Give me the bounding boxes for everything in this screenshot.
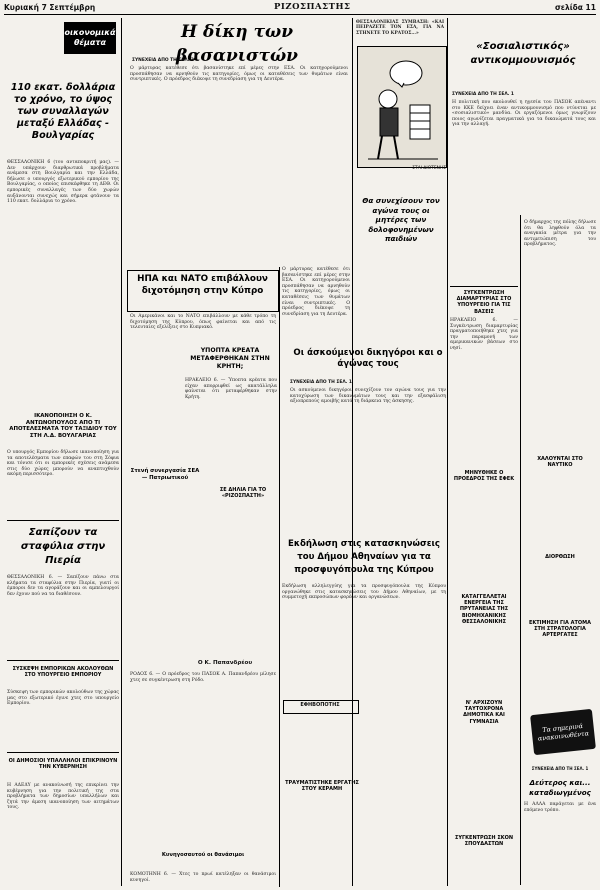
industrial-headline: ΚΑΤΑΓΓΕΛΛΕΤΑΙ ΕΝΕΡΓΕΙΑ ΤΗΣ ΠΡΥΤΑΝΕΙΑΣ ΤΗΣ ΒΙΟΜΗΧΑΝΙΚΗΣ ΘΕΣΣΑΛΟΝΙΚΗΣ	[459, 594, 509, 625]
civil-servants-text: Η ΑΔΕΔΥ με ανακοίνωσή της επικρίνει την κυβέρνηση για την πολιτική της στα προβλήματα των δημοσίων υπαλλήλων και ζητά την άμεση ικανοποίηση των αιτημάτων τους.	[7, 783, 119, 811]
sub-title: ΕΦΗΒΟΠΟΤΗΣ	[300, 702, 340, 708]
antonopoulos-text: Ο υπουργός Εμπορίου δήλωσε ικανοποίηση για τα αποτελέσματα των επαφών του στη Σόφια και τόνισε ότι οι εμπορικές σχέσεις ανάμεσα στις δύο χώρες μπορούν να αναπτυχθούν ακόμη περισσότερο.	[7, 450, 119, 478]
trial-headline: Η δίκη των βασανιστών	[176, 22, 298, 66]
pursuit-text: Η ΑΛΛΑ παράγεται με ένα επόμενο τρόπο.	[524, 802, 596, 813]
hunters-headline: Κυνηγοσαυτού οι θανάσιμοι	[161, 852, 245, 858]
trial-continued: ΣΥΝΕΧΕΙΑ ΑΠΟ ΤΗ ΣΕΛ. 3	[132, 58, 194, 63]
caricature	[357, 46, 447, 168]
page-number: σελίδα 11	[554, 3, 596, 12]
camp-text: Εκδήλωση αλληλεγγύης για τα προσφυγόπουλα της Κύπρου οργανώθηκε στις κατασκηνώσεις του Δήμου Αθηναίων, με τη συμμετοχή εκπροσώπων φορέων και οργανώσεων.	[282, 584, 446, 601]
column-divider	[279, 267, 280, 887]
caricature-credit: ΣΤΑΙ ΔΙΟΤΕΝΗΣ	[412, 166, 446, 171]
grapes-title: Σαπίζουν τα σταφύλια στην Πιερία	[20, 527, 106, 566]
bases-text: ΗΡΑΚΛΕΙΟ 6. — Συγκέντρωση διαμαρτυρίας πραγματοποιήθηκε χτες για την παραμονή των αμερικανικών βάσεων στο νησί.	[450, 318, 518, 351]
correction-headline: ΔΙΟΡΘΩΣΗ	[545, 554, 575, 560]
lawyers-text: Οι ασκούμενοι δικηγόροι συνεχίζουν τον αγώνα τους για την κατοχύρωση των δικαιωμάτων τους και την εξασφάλιση αξιοπρεπούς αμοιβής κατά τη διάρκεια της άσκησης.	[290, 388, 446, 405]
bases-headline: ΣΥΓΚΕΝΤΡΩΣΗ ΔΙΑΜΑΡΤΥΡΙΑΣ ΣΤΟ ΥΠΟΥΡΓΕΙΟ ΓΙΑ ΤΙΣ ΒΑΣΕΙΣ	[456, 290, 512, 315]
masthead	[4, 2, 596, 14]
meat-text: ΗΡΑΚΛΕΙΟ 6. — Ύποπτα κρέατα που είχαν απορριφθεί ως ακατάλληλα φαίνεται ότι μεταφέρθηκαν στην Κρήτη.	[185, 378, 277, 400]
pursuit-headline: Δεύτερος και... καταδιωγμένος	[529, 778, 591, 797]
papandreou-text: ΡΟΔΟΣ 6. — Ο πρόεδρος του ΠΑΣΟΚ Α. Παπανδρέου μίλησε χτες σε συγκέντρωση στη Ρόδο.	[130, 672, 276, 683]
column-divider	[121, 18, 122, 886]
papandreou-title: Ο Κ. Παπανδρέου	[197, 660, 253, 666]
navy-headline: ΧΑΛΟΥΝΤΑΙ ΣΤΟ ΝΑΥΤΙΚΟ	[537, 456, 583, 469]
section-rule	[7, 520, 119, 521]
mayor-text: Ο δήμαρχος της πόλης δήλωσε ότι θα ληφθούν όλα τα αναγκαία μέτρα για την αντιμετώπιση του προβλήματος.	[524, 220, 596, 248]
injured-headline: ΤΡΑΥΜΑΤΙΣΤΗΚΕ ΕΡΓΑΤΗΣ ΣΤΟΥ ΚΕΡΑΜΗ	[285, 780, 359, 793]
attaches-text: Σύσκεψη των εμπορικών ακολούθων της χώρας μας στο εξωτερικό έγινε χτες στο υπουργείο Εμπορίου.	[7, 690, 119, 707]
lawyers-continued: ΣΥΝΕΧΕΙΑ ΑΠΟ ΤΗ ΣΕΛ. 1	[290, 380, 352, 385]
column-divider	[520, 215, 521, 885]
issue-date: Κυριακή 7 Σεπτέμβρη	[4, 3, 96, 12]
efek-headline: ΜΗΝΥΘΗΚΕ Ο ΠΡΟΕΔΡΟΣ ΤΗΣ ΕΦΕΚ	[453, 470, 515, 483]
anticommunism-headline: «Σοσιαλιστικός» αντικομμουνισμός	[470, 41, 576, 66]
masthead-rule	[4, 14, 596, 15]
section-rule	[450, 286, 518, 287]
attaches-title: ΣΥΣΚΕΨΗ ΕΜΠΟΡΙΚΩΝ ΑΚΟΛΟΥΘΩΝ ΣΤΟ ΥΠΟΥΡΓΕΙΟ ΕΜΠΟΡΙΟΥ	[12, 666, 114, 679]
mothers-headline: Θα συνεχίσουν τον αγώνα τους οι μητέρες των δολοφονημένων παιδιών	[362, 196, 440, 244]
column-divider	[447, 18, 448, 886]
section-rule	[7, 752, 119, 753]
caricature-caption: ΘΕΣΣΑΛΟΝΙΚΙΑΣ ΣΥΜΒΑΣΗ: «ΚΑΙ ΠΕΙΡΑΖΕΤΕ ΤΟΝ ΕΣΑ, ΓΙΑ ΝΑ ΣΤΗΝΕΤΕ ΤΟ ΚΡΑΤΟΣ...»	[356, 20, 444, 36]
trial-text: Ο μάρτυρας κατέθεσε ότι βασανίστηκε επί μέρες στην ΕΣΑ. Οι κατηγορούμενοι προσπάθησαν να αρνηθούν τις κατηγορίες, όμως οι καταθέσεις των θυμάτων είναι συντριπτικές. Ο πρόεδρος διέκοψε τη συνεδρίαση για τη Δευτέρα.	[130, 66, 348, 83]
pasok-headline: ΣΕ ΔΗΛΙΑ ΓΙΑ ΤΟ «ΡΙΖΟΣΠΑΣΤΗ»	[219, 487, 267, 500]
grapes-text: ΘΕΣΣΑΛΟΝΙΚΗ 6. — Σαπίζουν πάνω στα κλήματα τα σταφύλια στην Πιερία, γιατί οι έμποροι δεν τα αγοράζουν και οι αμπελουργοί δεν έχουν πού να τα διαθέσουν.	[7, 575, 119, 597]
coop-headline: Στενή συνεργασία ΣΕΑ — Πατριωτικού	[130, 468, 200, 481]
economy-rubric: οικονομικά θέματα	[64, 22, 116, 54]
section-rule	[7, 660, 119, 661]
trade-lead: ΘΕΣΣΑΛΟΝΙΚΗ 6 (του ανταποκριτή μας). — Δεν υπάρχουν διαρθρωτικά προβλήματα ανάμεσα στη Βουλγαρία και την Ελλάδα, δήλωσε ο υπουργός εξωτερικού εμπορίου της Βουλγαρίας, ο οποίος επισκέφθηκε τη ΔΕΘ. Οι εμπορικές συναλλαγές των δύο χωρών αυξάνονται συνεχώς και σήμερα φτάνουν τα 110 εκατ. δολλάρια το χρόνο.	[7, 160, 119, 205]
hunters-text: ΚΟΜΟΤΗΝΗ 6. — Χτες το πρωί κατέληξαν οι θανάσιμοι κυνηγοί.	[130, 872, 276, 883]
paper-name: ΡΙΖΟΣΠΑΣΤΗΣ	[274, 2, 351, 12]
trade-headline: 110 εκατ. δολλάρια το χρόνο, το ύψος των συναλλαγών μεταξύ Ελλάδας - Βουλγαρίας	[10, 82, 116, 141]
meat-headline: ΥΠΟΠΤΑ ΚΡΕΑΤΑ ΜΕΤΑΦΕΡΘΗΚΑΝ ΣΤΗΝ ΚΡΗΤΗ;	[190, 347, 270, 370]
trial-text-continued: Ο μάρτυρας κατέθεσε ότι βασανίστηκε επί μέρες στην ΕΣΑ. Οι κατηγορούμενοι προσπάθησαν να αρνηθούν τις κατηγορίες, όμως οι καταθέσεις των θυμάτων είναι συντριπτικές. Ο πρόεδρος διέκοψε τη συνεδρίαση για τη Δευτέρα.	[282, 267, 350, 317]
anticommunism-text: Η πολιτική που ακολουθεί η ηγεσία του ΠΑΣΟΚ απέναντι στο ΚΚΕ δείχνει έναν αντικομμουνισμό που ντύνεται με «σοσιαλιστικό» μανδύα. Οι εργαζόμενοι όμως γνωρίζουν ποιος αγωνίζεται πραγματικά για τα δικαιώματά τους και για την αλλαγή.	[452, 100, 596, 128]
antonopoulos-title: ΙΚΑΝΟΠΟΙΗΣΗ Ο Κ. ΑΝΤΩΝΟΠΟΥΛΟΣ ΑΠΟ ΤΙ ΑΠΟΤΕΛΕΣΜΑΤΑ ΤΟΥ ΤΑΞΙΔΙΟΥ ΤΟΥ ΣΤΗ Λ.Δ. ΒΟΥΛΓΑΡΙΑΣ	[9, 413, 117, 439]
camp-headline: Εκδήλωση στις κατασκηνώσεις του Δήμου Αθηναίων για τα προσφυγόπουλα της Κύπρου	[288, 539, 440, 575]
recruitment-headline: ΕΚΤΙΜΗΣΗ ΓΙΑ ΑΤΟΜΑ ΣΤΗ ΣΤΡΑΤΟΛΟΓΙΑ ΑΡΤΕΡΓΑΤΕΣ	[528, 620, 592, 639]
civil-servants-title: ΟΙ ΔΗΜΟΣΙΟΙ ΥΠΑΛΛΗΛΟΙ ΕΠΙΚΡΙΝΟΥΝ ΤΗΝ ΚΥΒΕΡΝΗΣΗ	[8, 758, 118, 771]
schools-headline: Ν' ΑΡΧΙΖΟΥΝ ΤΑΥΤΟΧΡΟΝΑ ΔΗΜΟΤΙΚΑ ΚΑΙ ΓΥΜΝΑΣΙΑ	[463, 700, 505, 725]
nato-text: Οι Αμερικάνοι και το ΝΑΤΟ επιβάλλουν με κάθε τρόπο τη διχοτόμηση της Κύπρου, όπως φαίνεται και από τις τελευταίες εξελίξεις στο Κυπριακό.	[130, 314, 276, 331]
nato-headline: ΗΠΑ και ΝΑΤΟ επιβάλλουν διχοτόμηση στην Κύπρο	[137, 274, 268, 296]
badge: Τα σημερινά ανακοινωθέντα	[530, 709, 596, 755]
lawyers-headline: Οι άσκούμενοι δικηγόροι και ο άγώνας τους	[293, 348, 443, 369]
students-headline: ΣΥΓΚΕΝΤΡΩΣΗ ΣΚΟΝ ΣΠΟΥΔΑΣΤΩΝ	[454, 835, 514, 848]
anticommunism-continued: ΣΥΝΕΧΕΙΑ ΑΠΟ ΤΗ ΣΕΛ. 1	[452, 92, 514, 97]
pursuit-continued: ΣΥΝΕΧΕΙΑ ΑΠΟ ΤΗ ΣΕΛ. 1	[531, 766, 589, 771]
